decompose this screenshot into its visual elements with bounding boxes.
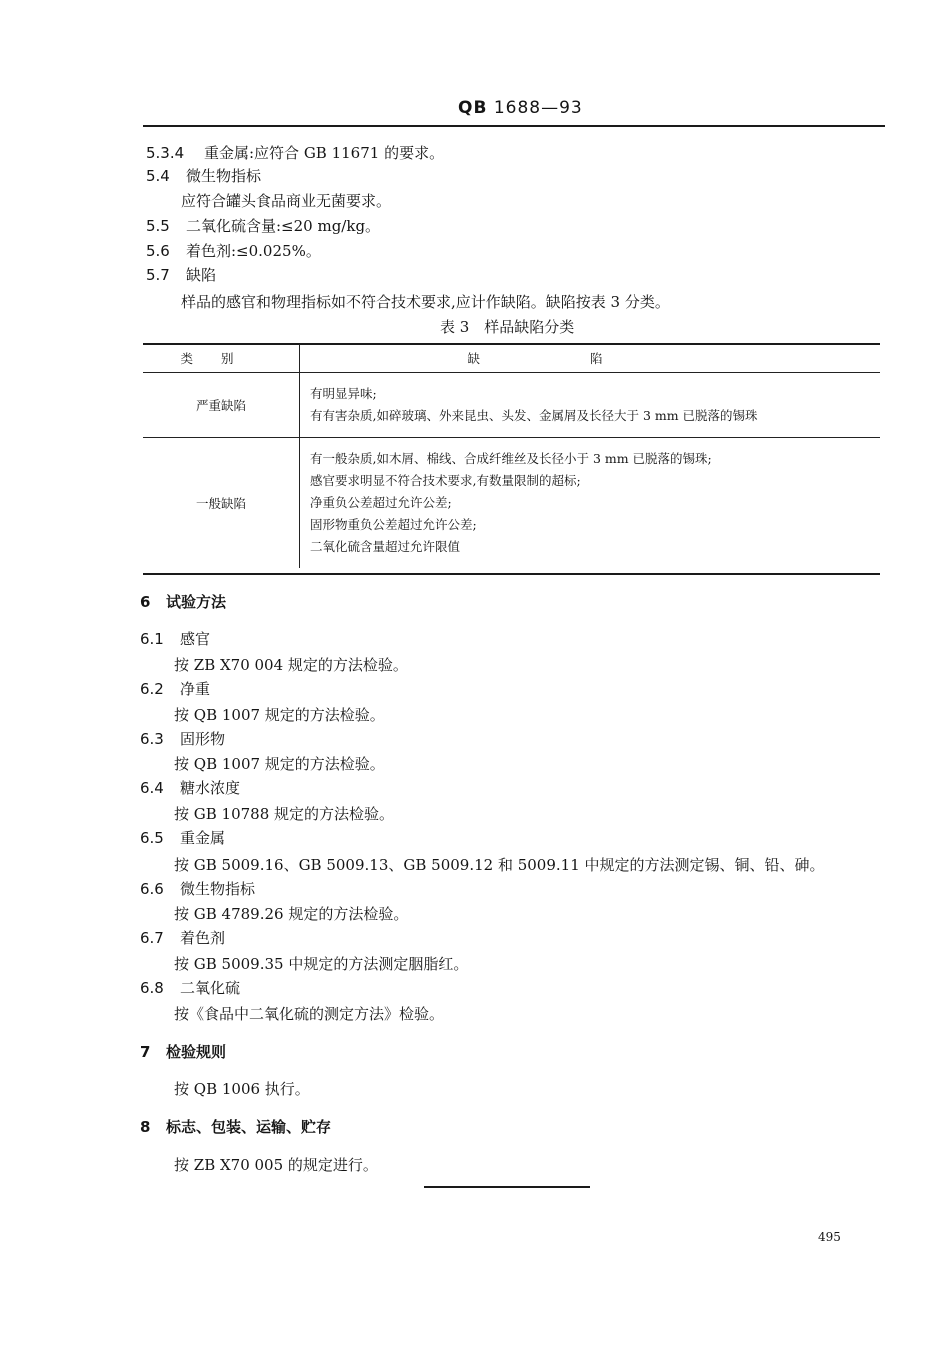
clause-5-6: 5.6 着色剂:≤0.025%。 xyxy=(146,242,321,260)
section-8-heading: 8 标志、包装、运输、贮存 xyxy=(140,1118,332,1136)
defect-item: 二氧化硫含量超过允许限值 xyxy=(310,539,461,554)
general-defect-list xyxy=(300,438,881,569)
clause-5-3-4: 5.3.4 重金属:应符合 GB 11671 的要求。 xyxy=(146,144,445,162)
severe-defect-list xyxy=(300,373,881,438)
standard-code: QB xyxy=(458,98,488,118)
clause-6-2: 6.2 净重 xyxy=(140,680,211,698)
section-7-body: 按 QB 1006 执行。 xyxy=(174,1080,310,1098)
clause-6-6-body: 按 GB 4789.26 规定的方法检验。 xyxy=(174,905,409,923)
table-bottom-rule xyxy=(143,573,880,575)
clause-6-1: 6.1 感官 xyxy=(140,630,211,648)
table-caption: 表 3 样品缺陷分类 xyxy=(440,318,575,336)
end-rule xyxy=(424,1186,590,1188)
clause-6-5: 6.5 重金属 xyxy=(140,829,226,847)
clause-6-7-body: 按 GB 5009.35 中规定的方法测定胭脂红。 xyxy=(174,955,469,973)
clause-5-4-body: 应符合罐头食品商业无菌要求。 xyxy=(181,192,392,210)
table-row xyxy=(143,373,880,438)
standard-number: 1688—93 xyxy=(493,98,583,118)
clause-6-2-body: 按 QB 1007 规定的方法检验。 xyxy=(174,706,385,724)
defect-item: 净重负公差超过允许公差; xyxy=(310,495,452,510)
section-6-heading: 6 试验方法 xyxy=(140,593,227,611)
clause-6-8-body: 按《食品中二氧化硫的测定方法》检验。 xyxy=(174,1005,445,1023)
clause-6-3-body: 按 QB 1007 规定的方法检验。 xyxy=(174,755,385,773)
clause-5-5: 5.5 二氧化硫含量:≤20 mg/kg。 xyxy=(146,217,381,235)
clause-6-8: 6.8 二氧化硫 xyxy=(140,979,241,997)
clause-6-6: 6.6 微生物指标 xyxy=(140,880,256,898)
defect-item: 固形物重负公差超过允许公差; xyxy=(310,517,477,532)
section-7-heading: 7 检验规则 xyxy=(140,1043,227,1061)
clause-5-7-body: 样品的感官和物理指标如不符合技术要求,应计作缺陷。缺陷按表 3 分类。 xyxy=(181,293,670,311)
category-general: 一般缺陷 xyxy=(143,438,300,569)
clause-6-1-body: 按 ZB X70 004 规定的方法检验。 xyxy=(174,656,408,674)
table-header-category: 类别 xyxy=(143,344,300,373)
clause-5-7: 5.7 缺陷 xyxy=(146,266,217,284)
defect-classification-table xyxy=(143,344,880,568)
header-rule xyxy=(143,125,885,127)
defect-item: 有明显异味; xyxy=(310,386,377,401)
category-severe: 严重缺陷 xyxy=(143,373,300,438)
clause-6-7: 6.7 着色剂 xyxy=(140,929,226,947)
page-number: 495 xyxy=(818,1230,841,1244)
defect-item: 有一般杂质,如木屑、棉线、合成纤维丝及长径小于 3 mm 已脱落的锡珠; xyxy=(310,451,712,466)
defect-item: 感官要求明显不符合技术要求,有数量限制的超标; xyxy=(310,473,581,488)
clause-6-4-body: 按 GB 10788 规定的方法检验。 xyxy=(174,805,395,823)
table-header-defect: 缺陷 xyxy=(300,344,881,373)
standard-header xyxy=(458,98,583,118)
section-8-body: 按 ZB X70 005 的规定进行。 xyxy=(174,1156,378,1174)
clause-6-3: 6.3 固形物 xyxy=(140,730,226,748)
defect-item: 有有害杂质,如碎玻璃、外来昆虫、头发、金属屑及长径大于 3 mm 已脱落的锡珠 xyxy=(310,408,758,423)
clause-6-4: 6.4 糖水浓度 xyxy=(140,779,241,797)
clause-5-4: 5.4 微生物指标 xyxy=(146,167,262,185)
table-row xyxy=(143,438,880,569)
clause-6-5-body: 按 GB 5009.16、GB 5009.13、GB 5009.12 和 5009.11 中规定的方法测定锡、铜、铅、砷。 xyxy=(174,856,825,874)
